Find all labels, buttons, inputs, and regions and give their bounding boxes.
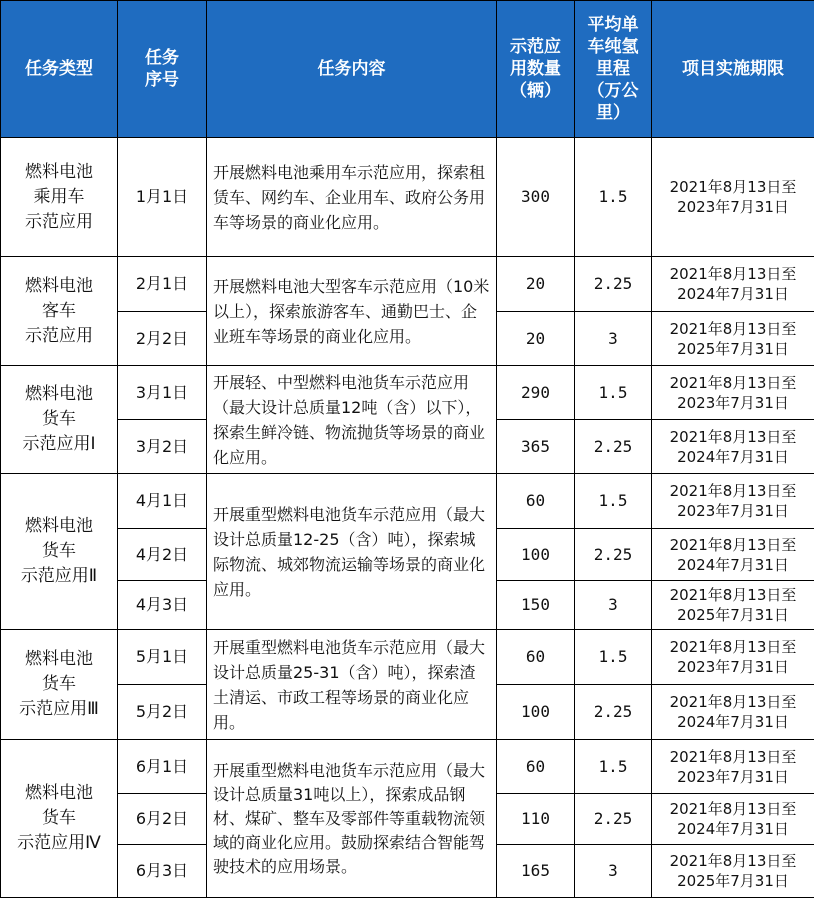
quantity-cell: 110 bbox=[497, 794, 575, 845]
task-content-cell: 开展燃料电池乘用车示范应用，探索租赁车、网约车、企业用车、政府公务用车等场景的商业化应用。 bbox=[207, 138, 497, 257]
quantity-cell: 165 bbox=[497, 845, 575, 898]
period-cell: 2021年8月13日至 2025年7月31日 bbox=[652, 312, 814, 366]
task-type-cell: 燃料电池 货车 示范应用Ⅲ bbox=[1, 630, 118, 740]
task-content-cell: 开展燃料电池大型客车示范应用（10米以上），探索旅游客车、通勤巴士、企业班车等场景的商业化应用。 bbox=[207, 257, 497, 366]
task-content-cell: 开展重型燃料电池货车示范应用（最大设计总质量31吨以上），探索成品钢材、煤矿、整车及零部件等重载物流领域的商业化应用。鼓励探索结合智能驾驶技术的应用场景。 bbox=[207, 740, 497, 898]
table-row bbox=[1, 630, 814, 685]
period-cell: 2021年8月13日至 2023年7月31日 bbox=[652, 138, 814, 257]
mileage-cell: 1.5 bbox=[575, 740, 652, 794]
mileage-cell: 2.25 bbox=[575, 257, 652, 312]
header-period: 项目实施期限 bbox=[652, 1, 814, 138]
quantity-cell: 100 bbox=[497, 685, 575, 740]
header-quantity: 示范应 用数量 （辆） bbox=[497, 1, 575, 138]
mileage-cell: 1.5 bbox=[575, 630, 652, 685]
period-cell: 2021年8月13日至 2023年7月31日 bbox=[652, 740, 814, 794]
task-type-cell: 燃料电池 乘用车 示范应用 bbox=[1, 138, 118, 257]
task-seq-cell: 3月2日 bbox=[118, 420, 207, 474]
period-cell: 2021年8月13日至 2023年7月31日 bbox=[652, 630, 814, 685]
header-task-seq: 任务 序号 bbox=[118, 1, 207, 138]
header-task-content: 任务内容 bbox=[207, 1, 497, 138]
mileage-cell: 2.25 bbox=[575, 529, 652, 581]
period-cell: 2021年8月13日至 2024年7月31日 bbox=[652, 257, 814, 312]
task-seq-cell: 4月3日 bbox=[118, 581, 207, 630]
quantity-cell: 20 bbox=[497, 257, 575, 312]
task-type-cell: 燃料电池 货车 示范应用Ⅰ bbox=[1, 366, 118, 474]
task-seq-cell: 5月1日 bbox=[118, 630, 207, 685]
task-seq-cell: 6月1日 bbox=[118, 740, 207, 794]
task-seq-cell: 4月1日 bbox=[118, 474, 207, 529]
mileage-cell: 3 bbox=[575, 581, 652, 630]
table-row bbox=[1, 366, 814, 420]
task-type-cell: 燃料电池 客车 示范应用 bbox=[1, 257, 118, 366]
mileage-cell: 1.5 bbox=[575, 474, 652, 529]
period-cell: 2021年8月13日至 2023年7月31日 bbox=[652, 366, 814, 420]
mileage-cell: 1.5 bbox=[575, 366, 652, 420]
mileage-cell: 3 bbox=[575, 845, 652, 898]
table-row bbox=[1, 474, 814, 529]
task-seq-cell: 2月2日 bbox=[118, 312, 207, 366]
quantity-cell: 300 bbox=[497, 138, 575, 257]
quantity-cell: 60 bbox=[497, 740, 575, 794]
period-cell: 2021年8月13日至 2023年7月31日 bbox=[652, 474, 814, 529]
period-cell: 2021年8月13日至 2025年7月31日 bbox=[652, 845, 814, 898]
mileage-cell: 3 bbox=[575, 312, 652, 366]
table-body bbox=[1, 138, 814, 898]
mileage-cell: 1.5 bbox=[575, 138, 652, 257]
table-row bbox=[1, 138, 814, 257]
task-seq-cell: 5月2日 bbox=[118, 685, 207, 740]
quantity-cell: 365 bbox=[497, 420, 575, 474]
task-seq-cell: 2月1日 bbox=[118, 257, 207, 312]
table-row bbox=[1, 257, 814, 312]
mileage-cell: 2.25 bbox=[575, 420, 652, 474]
header-mileage: 平均单 车纯氢 里程 （万公 里） bbox=[575, 1, 652, 138]
task-seq-cell: 1月1日 bbox=[118, 138, 207, 257]
task-content-cell: 开展重型燃料电池货车示范应用（最大设计总质量12-25（含）吨），探索城际物流、城郊物流运输等场景的商业化应用。 bbox=[207, 474, 497, 630]
task-type-cell: 燃料电池 货车 示范应用Ⅱ bbox=[1, 474, 118, 630]
quantity-cell: 60 bbox=[497, 630, 575, 685]
task-type-cell: 燃料电池 货车 示范应用Ⅳ bbox=[1, 740, 118, 898]
table-row bbox=[1, 740, 814, 794]
quantity-cell: 60 bbox=[497, 474, 575, 529]
quantity-cell: 20 bbox=[497, 312, 575, 366]
period-cell: 2021年8月13日至 2024年7月31日 bbox=[652, 420, 814, 474]
header-task-type: 任务类型 bbox=[1, 1, 118, 138]
period-cell: 2021年8月13日至 2024年7月31日 bbox=[652, 685, 814, 740]
task-content-cell: 开展重型燃料电池货车示范应用（最大设计总质量25-31（含）吨），探索渣土清运、市政工程等场景的商业化应用。 bbox=[207, 630, 497, 740]
task-seq-cell: 3月1日 bbox=[118, 366, 207, 420]
period-cell: 2021年8月13日至 2024年7月31日 bbox=[652, 794, 814, 845]
header-row bbox=[1, 1, 814, 138]
mileage-cell: 2.25 bbox=[575, 794, 652, 845]
quantity-cell: 290 bbox=[497, 366, 575, 420]
mileage-cell: 2.25 bbox=[575, 685, 652, 740]
period-cell: 2021年8月13日至 2025年7月31日 bbox=[652, 581, 814, 630]
quantity-cell: 100 bbox=[497, 529, 575, 581]
task-seq-cell: 6月3日 bbox=[118, 845, 207, 898]
period-cell: 2021年8月13日至 2024年7月31日 bbox=[652, 529, 814, 581]
task-seq-cell: 6月2日 bbox=[118, 794, 207, 845]
task-seq-cell: 4月2日 bbox=[118, 529, 207, 581]
quantity-cell: 150 bbox=[497, 581, 575, 630]
task-content-cell: 开展轻、中型燃料电池货车示范应用（最大设计总质量12吨（含）以下），探索生鲜冷链、物流抛货等场景的商业化应用。 bbox=[207, 366, 497, 474]
